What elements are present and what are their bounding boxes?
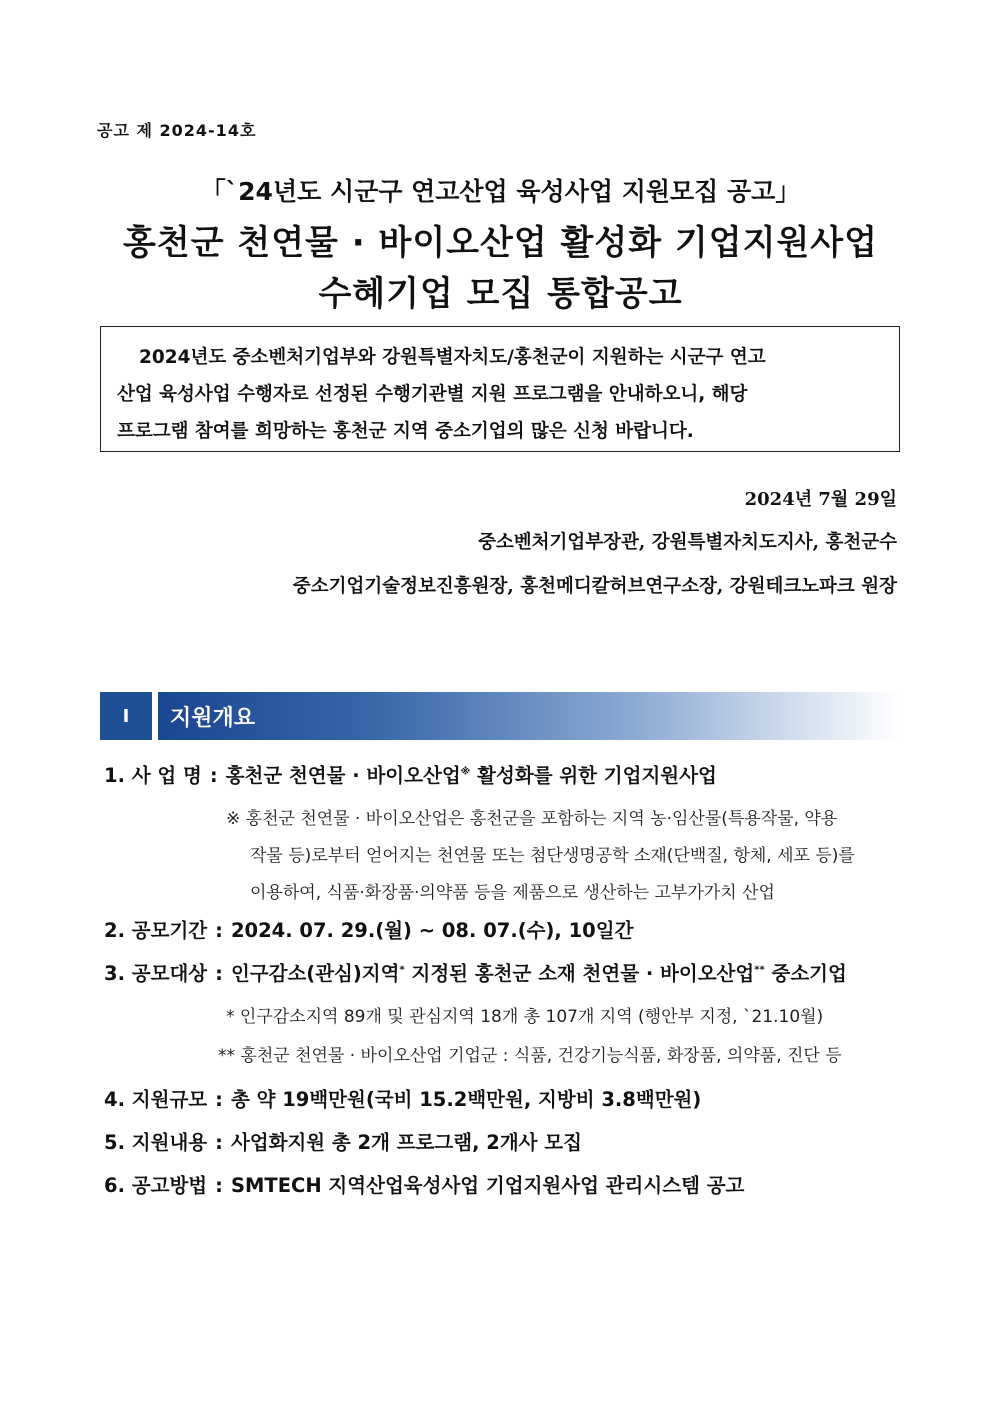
- intro-line3: 프로그램 참여를 희망하는 홍천군 지역 중소기업의 많은 신청 바랍니다.: [117, 421, 694, 442]
- item-value: 인구감소(관심)지역: [230, 962, 400, 985]
- item-value-after: 활성화를 위한 기업지원사업: [470, 764, 717, 787]
- item-scale: [104, 1084, 701, 1112]
- intro-line1: 2024년도 중소벤처기업부와 강원특별자치도/홍천군이 지원하는 시군구 연고: [139, 347, 766, 368]
- target-note1: * 인구감소지역 89개 및 관심지역 18개 총 107개 지역 (행안부 지정, `21.10월): [226, 1007, 824, 1027]
- item-label: 5. 지원내용: [104, 1131, 208, 1154]
- item-label: 4. 지원규모: [104, 1088, 208, 1111]
- item-sup2: **: [754, 964, 765, 976]
- item-value: 사업화지원 총 2개 프로그램, 2개사 모집: [230, 1131, 582, 1154]
- item-period: [104, 915, 633, 943]
- item-colon: :: [209, 764, 218, 787]
- item-content: [104, 1127, 582, 1155]
- intro-line2: 산업 육성사업 수행자로 선정된 수행기관별 지원 프로그램을 안내하오니, 해당: [117, 384, 748, 405]
- item-sup: *: [399, 964, 405, 976]
- item-label: 1. 사 업 명: [104, 764, 202, 787]
- issuers-line1: 중소벤처기업부장관, 강원특별자치도지사, 홍천군수: [478, 532, 897, 553]
- item-method: [104, 1170, 744, 1198]
- industry-note-line1: ※ 홍천군 천연물 · 바이오산업은 홍천군을 포함하는 지역 농·임산물(특용작물, 약용: [226, 809, 838, 829]
- item-colon: :: [215, 1131, 223, 1154]
- item-target: [104, 958, 847, 986]
- item-label: 3. 공모대상: [104, 962, 208, 985]
- item-label: 2. 공모기간: [104, 919, 208, 942]
- title-line3: 수혜기업 모집 통합공고: [318, 274, 683, 314]
- title-line1: 「`24년도 시군구 연고산업 육성사업 지원모집 공고」: [200, 177, 801, 206]
- notice-date: 2024년 7월 29일: [744, 489, 897, 510]
- item-value-mid: 지정된 홍천군 소재 천연물 · 바이오산업: [404, 962, 755, 985]
- notice-number: 공고 제 2024-14호: [97, 121, 257, 140]
- item-value: 홍천군 천연물 · 바이오산업: [225, 764, 461, 787]
- section-title: 지원개요: [158, 692, 900, 740]
- item-colon: :: [215, 1174, 223, 1197]
- target-note2: ** 홍천군 천연물 · 바이오산업 기업군 : 식품, 건강기능식품, 화장품, 의약품, 진단 등: [218, 1046, 842, 1066]
- item-sup: ※: [460, 766, 471, 778]
- industry-note-line3: 이용하여, 식품·화장품·의약품 등을 제품으로 생산하는 고부가가치 산업: [250, 883, 775, 903]
- item-value: 총 약 19백만원(국비 15.2백만원, 지방비 3.8백만원): [230, 1088, 702, 1111]
- item-project-name: [104, 760, 717, 788]
- issuers-line2: 중소기업기술정보진흥원장, 홍천메디칼허브연구소장, 강원테크노파크 원장: [292, 576, 897, 597]
- item-colon: :: [215, 919, 223, 942]
- item-value-after: 중소기업: [764, 962, 847, 985]
- section-number: Ⅰ: [100, 692, 152, 740]
- item-colon: :: [215, 962, 223, 985]
- item-value: SMTECH 지역산업육성사업 기업지원사업 관리시스템 공고: [230, 1174, 745, 1197]
- section-header: [100, 692, 900, 740]
- industry-note-line2: 작물 등)로부터 얻어지는 천연물 또는 첨단생명공학 소재(단백질, 항체, 세포 등)를: [250, 846, 855, 866]
- item-value: 2024. 07. 29.(월) ~ 08. 07.(수), 10일간: [230, 919, 634, 942]
- intro-box: [100, 326, 900, 452]
- item-label: 6. 공고방법: [104, 1174, 208, 1197]
- title-line2: 홍천군 천연물 · 바이오산업 활성화 기업지원사업: [123, 223, 878, 263]
- item-colon: :: [215, 1088, 223, 1111]
